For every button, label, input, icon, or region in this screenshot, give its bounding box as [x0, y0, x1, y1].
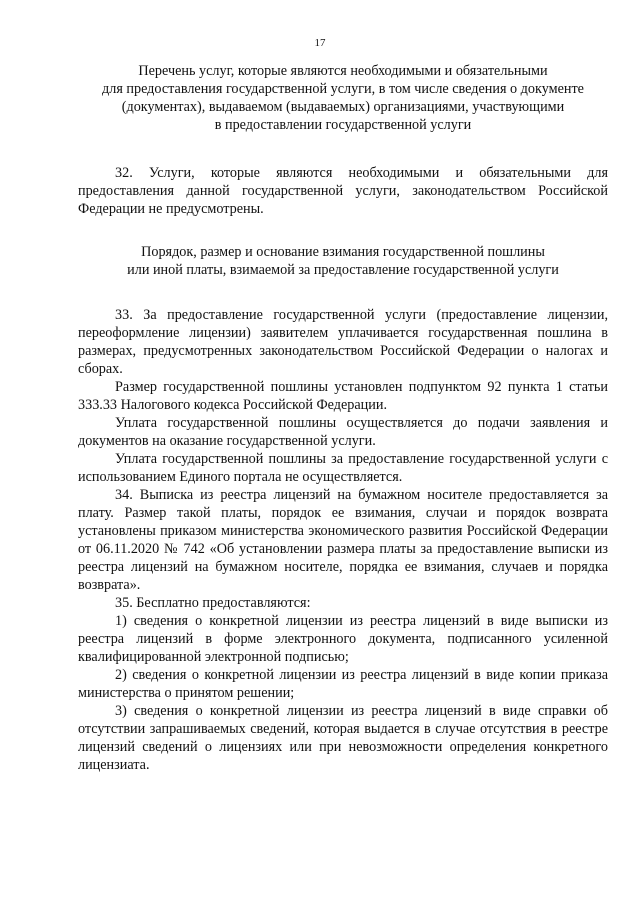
page-number: 17: [314, 37, 326, 49]
section-heading-services: [78, 62, 608, 134]
paragraph-32: 32. Услуги, которые являются необходимыми и обязательными для предоставления данной государственной услуги, законодательством Российской Федерации не предусмотрены.: [78, 165, 608, 217]
paragraph-35-item-1: 1) сведения о конкретной лицензии из реестра лицензий в виде выписки из реестра лицензий в форме электронного документа, подписанного усиленной квалифицированной электронной подписью;: [78, 613, 608, 665]
heading-line: в предоставлении государственной услуги: [214, 117, 472, 133]
heading-line: (документах), выдаваемом (выдаваемых) организациями, участвующими: [121, 99, 565, 115]
paragraph-33-payment-timing: Уплата государственной пошлины осуществляется до подачи заявления и документов на оказание государственной услуги.: [78, 415, 608, 449]
heading-line: Перечень услуг, которые являются необходимыми и обязательными: [138, 63, 548, 79]
paragraph-33-portal: Уплата государственной пошлины за предоставление государственной услуги с использованием Единого портала не осуществляется.: [78, 451, 608, 485]
heading-line: Порядок, размер и основание взимания государственной пошлины: [141, 244, 545, 260]
document-body: [78, 62, 608, 774]
paragraph-33: 33. За предоставление государственной услуги (предоставление лицензии, переоформление лицензии) заявителем уплачивается государственная пошлина в размерах, предусмотренных законодательством Российской Федерации о налогах и сборах.: [78, 307, 608, 377]
heading-line: или иной платы, взимаемой за предоставление государственной услуги: [127, 262, 559, 278]
paragraph-35-item-2: 2) сведения о конкретной лицензии из реестра лицензий в виде копии приказа министерства о принятом решении;: [78, 667, 608, 701]
paragraph-33-fee-size: Размер государственной пошлины установлен подпунктом 92 пункта 1 статьи 333.33 Налогового кодекса Российской Федерации.: [78, 379, 608, 413]
paragraph-34: 34. Выписка из реестра лицензий на бумажном носителе предоставляется за плату. Размер такой платы, порядок ее взимания, случаи и порядок возврата установлены приказом министерства экономического развития Российской Федерации от 06.11.2020 № 742 «Об установлении размера платы за предоставление выписки из реестра лицензий на бумажном носителе, порядка ее взимания, случаев и порядка возврата».: [78, 487, 608, 593]
heading-line: для предоставления государственной услуги, в том числе сведения о документе: [102, 81, 584, 97]
paragraph-35: 35. Бесплатно предоставляются:: [115, 595, 311, 611]
paragraph-35-item-3: 3) сведения о конкретной лицензии из реестра лицензий в виде справки об отсутствии запрашиваемых сведений, которая выдается в случае отсутствия в реестре лицензий сведений о лицензиях или при невозможности определения конкретного лицензиата.: [78, 703, 608, 773]
section-heading-fee: [78, 243, 608, 279]
